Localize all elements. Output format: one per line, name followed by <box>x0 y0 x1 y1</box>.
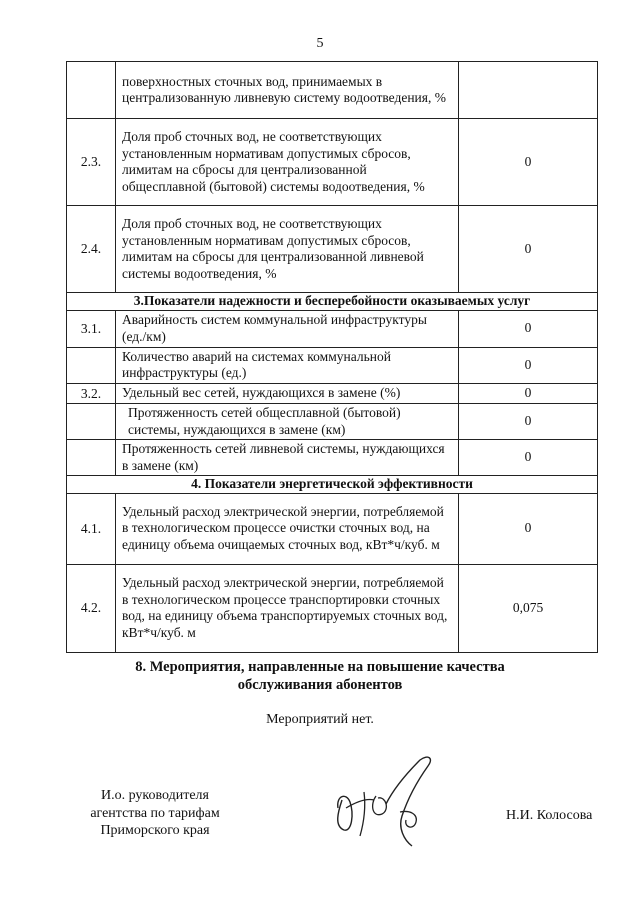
row-value: 0 <box>459 383 598 404</box>
row-number: 3.2. <box>67 383 116 404</box>
measures-heading-line: обслуживания абонентов <box>237 677 403 693</box>
page-number: 5 <box>316 36 324 51</box>
row-description: Аварийность систем коммунальной инфраструктуры (ед./км) <box>116 310 459 347</box>
table-row <box>67 310 598 347</box>
row-value: 0 <box>459 440 598 476</box>
table-row <box>67 62 598 119</box>
row-value: 0 <box>459 206 598 293</box>
table-row <box>67 119 598 206</box>
row-description: Доля проб сточных вод, не соответствующих установленным нормативам допустимых сбросов, лимитам на сбросы для централизованной ливневой системы водоотведения, % <box>116 206 459 293</box>
section-title: 3.Показатели надежности и бесперебойности оказываемых услуг <box>67 293 598 311</box>
measures-heading-line: 8. Мероприятия, направленные на повышение качества <box>135 659 505 675</box>
row-number: 4.1. <box>67 493 116 564</box>
row-value: 0 <box>459 404 598 440</box>
table-row <box>67 383 598 404</box>
section-header-reliability <box>67 293 598 311</box>
section-title: 4. Показатели энергетической эффективности <box>67 476 598 494</box>
row-description: Протяженность сетей общесплавной (бытовой) системы, нуждающихся в замене (км) <box>116 404 459 440</box>
row-number: 4.2. <box>67 564 116 652</box>
row-value: 0 <box>459 493 598 564</box>
table-row <box>67 404 598 440</box>
indicators-table <box>66 61 598 653</box>
table-row <box>67 493 598 564</box>
row-description: Удельный расход электрической энергии, потребляемой в технологическом процессе транспортировки сточных вод, на единицу объема транспортируемых сточных вод, кВт*ч/куб. м <box>116 564 459 652</box>
signer-title <box>70 787 240 840</box>
section-header-energy <box>67 476 598 494</box>
row-description: Удельный вес сетей, нуждающихся в замене (%) <box>116 383 459 404</box>
row-number: 2.4. <box>67 206 116 293</box>
measures-text: Мероприятий нет. <box>266 712 374 727</box>
table-row <box>67 347 598 383</box>
row-value: 0 <box>459 347 598 383</box>
row-number: 2.3. <box>67 119 116 206</box>
handwritten-signature <box>320 752 450 852</box>
row-number <box>67 440 116 476</box>
row-description: Доля проб сточных вод, не соответствующих установленным нормативам допустимых сбросов, лимитам на сбросы для централизованной общесплавной (бытовой) системы водоотведения, % <box>116 119 459 206</box>
row-value: 0,075 <box>459 564 598 652</box>
row-number: 3.1. <box>67 310 116 347</box>
table-row <box>67 206 598 293</box>
table-row <box>67 440 598 476</box>
row-value <box>459 62 598 119</box>
row-number <box>67 347 116 383</box>
row-description: поверхностных сточных вод, принимаемых в централизованную ливневую систему водоотведения, % <box>116 62 459 119</box>
row-number <box>67 404 116 440</box>
signer-name: Н.И. Колосова <box>506 808 593 823</box>
row-description: Протяженность сетей ливневой системы, нуждающихся в замене (км) <box>116 440 459 476</box>
table-row <box>67 564 598 652</box>
signer-title-line: агентства по тарифам <box>90 805 220 821</box>
signer-title-line: И.о. руководителя <box>100 788 209 803</box>
row-value: 0 <box>459 310 598 347</box>
row-description: Количество аварий на системах коммунальной инфраструктуры (ед.) <box>116 347 459 383</box>
signer-title-line: Приморского края <box>100 823 210 838</box>
row-number <box>67 62 116 119</box>
row-description: Удельный расход электрической энергии, потребляемой в технологическом процессе очистки сточных вод, на единицу объема очищаемых сточных вод, кВт*ч/куб. м <box>116 493 459 564</box>
row-value: 0 <box>459 119 598 206</box>
measures-heading <box>0 658 640 694</box>
